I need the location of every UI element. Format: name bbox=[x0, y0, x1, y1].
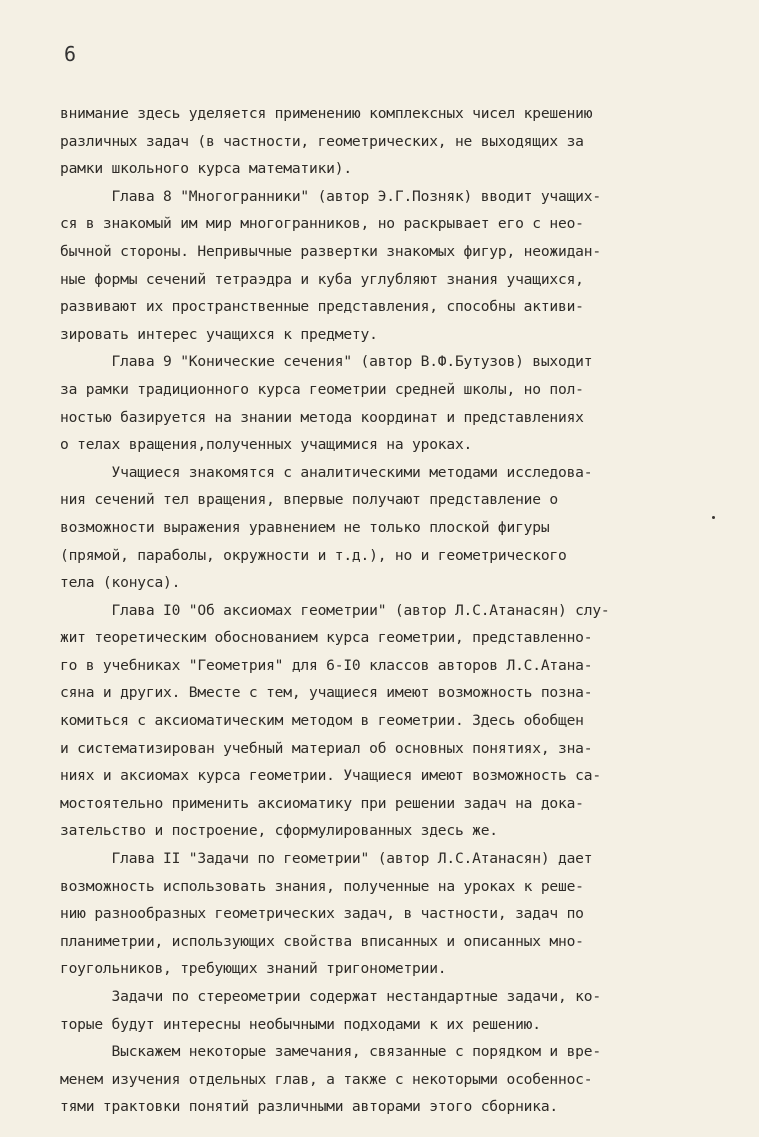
text-line: планиметрии, использующих свойства вписанных и описанных мно- bbox=[60, 932, 584, 950]
text-line: зательство и построение, сформулированных здесь же. bbox=[60, 822, 498, 840]
text-line: сяна и других. Вместе с тем, учащиеся имеют возможность позна- bbox=[60, 684, 593, 702]
text-line: зировать интерес учащихся к предмету. bbox=[60, 325, 378, 343]
text-line: ся в знакомый им мир многогранников, но раскрывает его с нео- bbox=[60, 215, 584, 233]
text-line: гоугольников, требующих знаний тригонометрии. bbox=[60, 960, 447, 978]
text-line: ния сечений тел вращения, впервые получают представление о bbox=[60, 491, 558, 509]
paragraph-chapter-10 bbox=[60, 597, 720, 845]
paragraph-intro-continuation bbox=[60, 100, 720, 183]
text-line: ниях и аксиомах курса геометрии. Учащиеся имеют возможность са- bbox=[60, 767, 601, 785]
text-line: го в учебниках "Геометрия" для 6-I0 классов авторов Л.С.Атана- bbox=[60, 656, 593, 674]
text-line: рамки школьного курса математики). bbox=[60, 160, 352, 178]
text-line: ностью базируется на знании метода координат и представлениях bbox=[60, 408, 584, 426]
document-body bbox=[60, 100, 720, 1121]
text-line: мостоятельно применить аксиоматику при решении задач на дока- bbox=[60, 794, 584, 812]
text-line: Выскажем некоторые замечания, связанные с порядком и вре- bbox=[60, 1043, 601, 1061]
text-line: тями трактовки понятий различными авторами этого сборника. bbox=[60, 1098, 558, 1116]
paragraph-chapter-9 bbox=[60, 348, 720, 458]
text-line: Учащиеся знакомятся с аналитическими методами исследова- bbox=[60, 463, 593, 481]
text-line: менем изучения отдельных глав, а также с некоторыми особеннос- bbox=[60, 1070, 593, 1088]
ink-speck bbox=[712, 516, 715, 519]
text-line: нию разнообразных геометрических задач, в частности, задач по bbox=[60, 905, 584, 923]
text-line: жит теоретическим обоснованием курса геометрии, представленно- bbox=[60, 629, 593, 647]
text-line: различных задач (в частности, геометрических, не выходящих за bbox=[60, 132, 584, 150]
text-line: Задачи по стереометрии содержат нестандартные задачи, ко- bbox=[60, 988, 601, 1005]
text-line: о телах вращения,полученных учащимися на уроках. bbox=[60, 436, 473, 454]
text-line: Глава I0 "Об аксиомах геометрии" (автор Л.С.Атанасян) слу- bbox=[60, 601, 610, 619]
text-line: Глава II "Задачи по геометрии" (автор Л.С.Атанасян) дает bbox=[60, 850, 593, 868]
text-line: торые будут интересны необычными подходами к их решению. bbox=[60, 1015, 541, 1033]
text-line: за рамки традиционного курса геометрии средней школы, но пол- bbox=[60, 380, 584, 398]
text-line: развивают их пространственные представления, способны активи- bbox=[60, 298, 584, 316]
paragraph-chapter-8 bbox=[60, 183, 720, 349]
text-line: и систематизирован учебный материал об основных понятиях, зна- bbox=[60, 739, 593, 757]
paragraph-analytic-methods bbox=[60, 459, 720, 597]
text-line: внимание здесь уделяется применению комплексных чисел крешению bbox=[60, 105, 593, 122]
text-line: возможности выражения уравнением не только плоской фигуры bbox=[60, 518, 550, 536]
page-number: 6 bbox=[64, 42, 77, 66]
text-line: (прямой, параболы, окружности и т.д.), но и геометрического bbox=[60, 546, 567, 564]
paragraph-chapter-11 bbox=[60, 845, 720, 983]
text-line: ные формы сечений тетраэдра и куба углубляют знания учащихся, bbox=[60, 270, 584, 288]
text-line: возможность использовать знания, полученные на уроках к реше- bbox=[60, 877, 584, 895]
text-line: тела (конуса). bbox=[60, 574, 181, 592]
paragraph-stereometry bbox=[60, 983, 720, 1038]
text-line: комиться с аксиоматическим методом в геометрии. Здесь обобщен bbox=[60, 712, 584, 730]
text-line: Глава 8 "Многогранники" (автор Э.Г.Позняк) вводит учащих- bbox=[60, 187, 601, 205]
text-line: Глава 9 "Конические сечения" (автор В.Ф.Бутузов) выходит bbox=[60, 353, 593, 371]
text-line: бычной стороны. Непривычные развертки знакомых фигур, неожидан- bbox=[60, 242, 601, 260]
paragraph-remarks bbox=[60, 1038, 720, 1121]
